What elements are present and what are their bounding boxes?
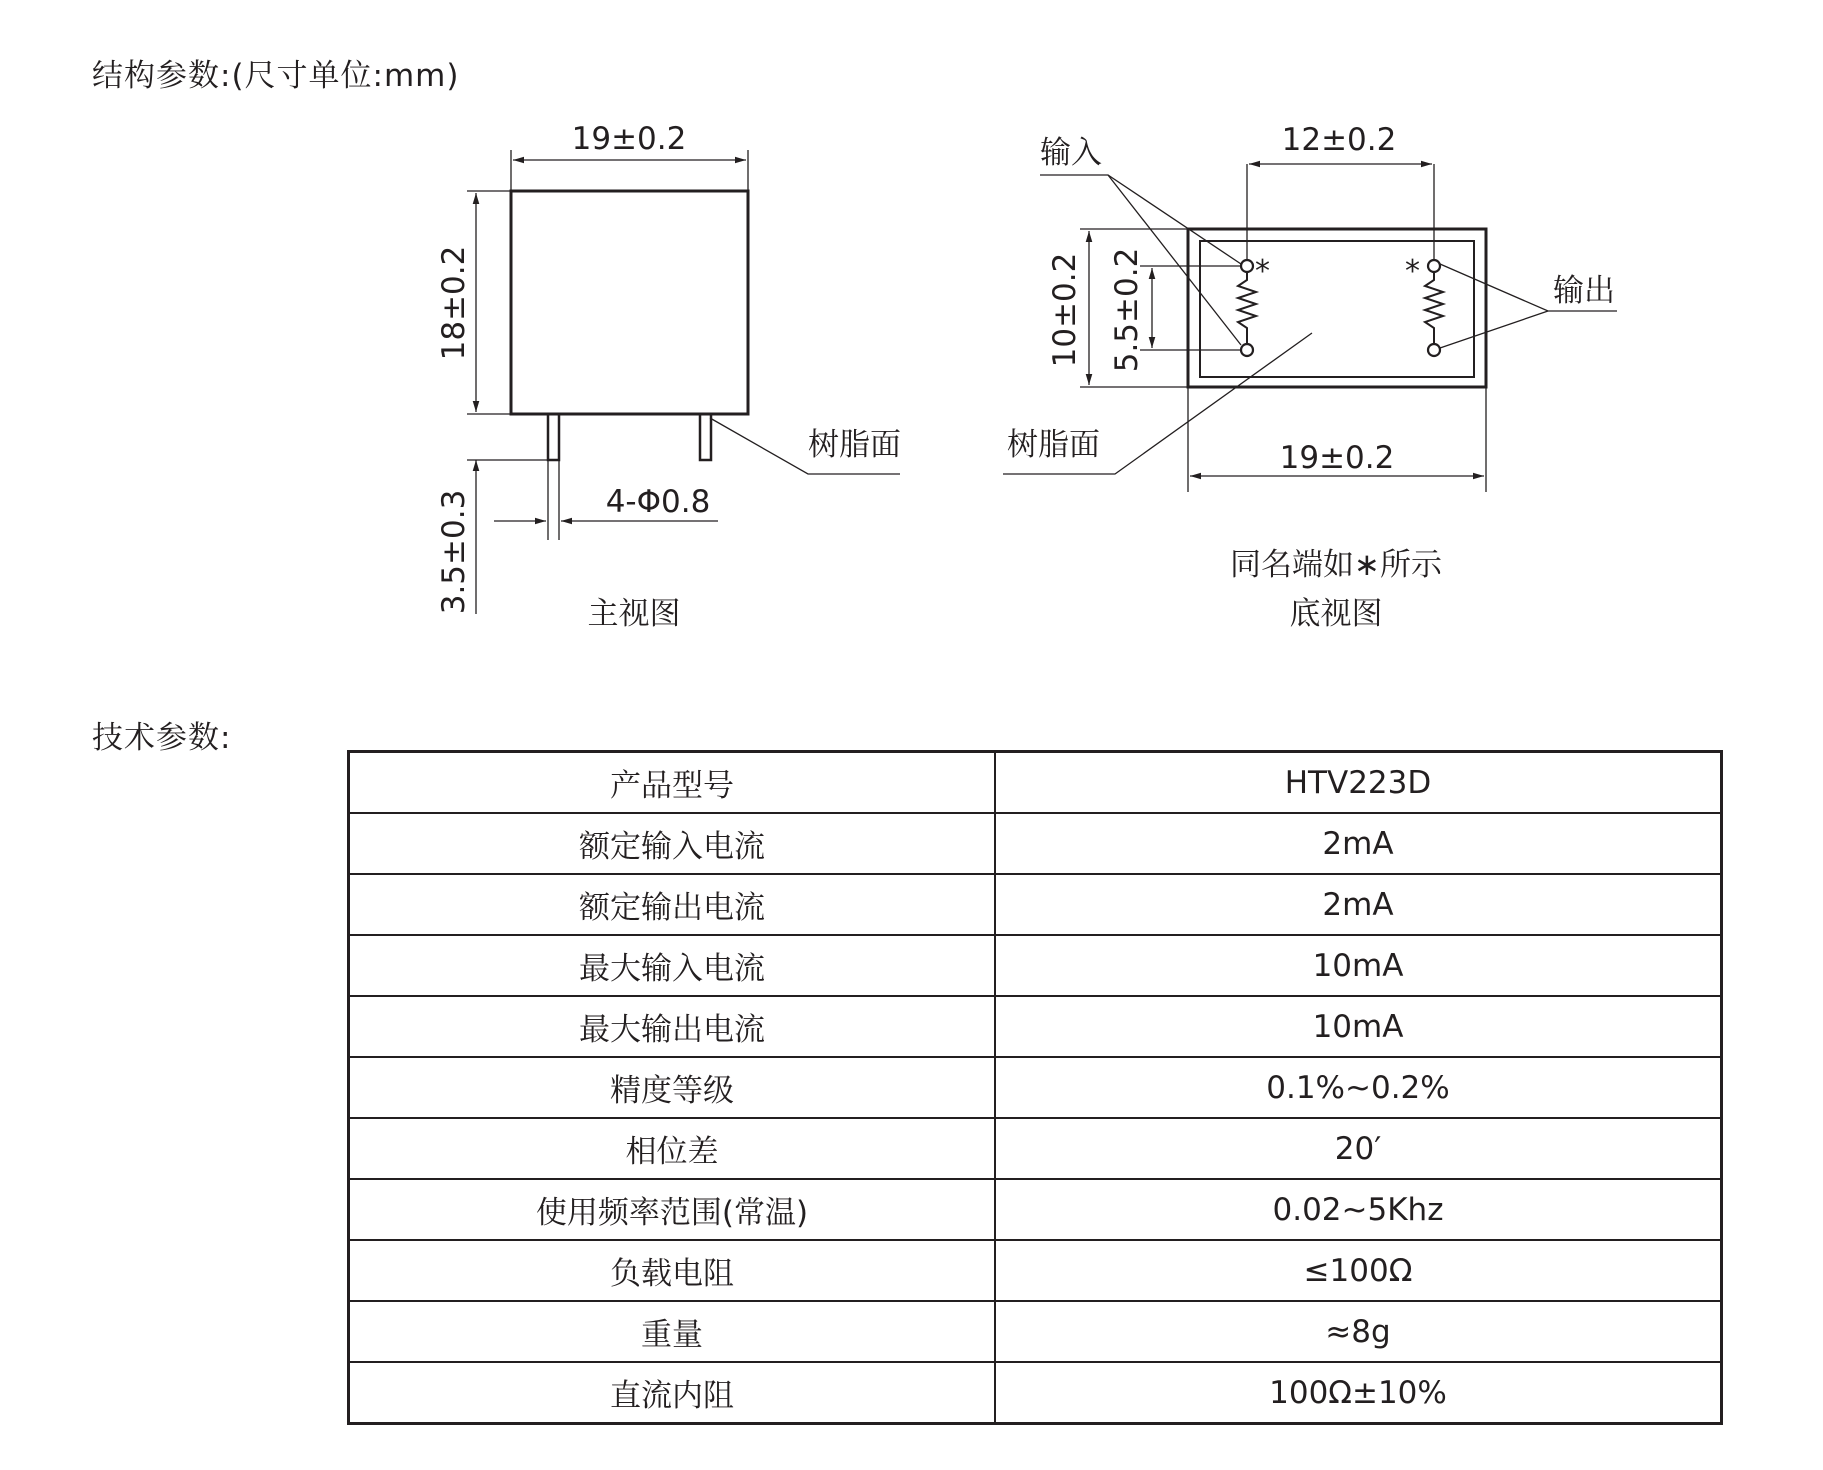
value-cell: ≈8g (995, 1301, 1722, 1362)
output-coil (1425, 272, 1443, 344)
front-view-caption: 主视图 (587, 596, 681, 632)
param-cell: 精度等级 (349, 1057, 996, 1118)
front-view-pin (548, 414, 559, 460)
bottom-view-body (1188, 229, 1486, 387)
value-cell: 2mA (995, 813, 1722, 874)
table-row (349, 874, 1722, 935)
front-view (467, 150, 900, 614)
bottom-height-dim: 10±0.2 (1047, 252, 1083, 368)
table-row (349, 1179, 1722, 1240)
bottom-width-dim: 19±0.2 (1279, 440, 1395, 476)
param-cell: 重量 (349, 1301, 996, 1362)
front-view-body (511, 191, 748, 414)
output-polarity-star: * (1405, 254, 1420, 289)
structure-heading: 结构参数:(尺寸单位:mm) (92, 58, 460, 94)
value-cell: 20′ (995, 1118, 1722, 1179)
value-cell: ≤100Ω (995, 1240, 1722, 1301)
value-cell: 0.1%~0.2% (995, 1057, 1722, 1118)
front-pin-length-dim: 3.5±0.3 (436, 489, 472, 615)
param-cell: 使用频率范围(常温) (349, 1179, 996, 1240)
bottom-pin-spacing-dim: 12±0.2 (1281, 122, 1397, 158)
value-cell: 0.02~5Khz (995, 1179, 1722, 1240)
param-cell: 直流内阻 (349, 1362, 996, 1424)
tech-heading: 技术参数: (92, 720, 232, 756)
input-coil (1238, 272, 1256, 344)
value-cell: 10mA (995, 935, 1722, 996)
table-row (349, 1240, 1722, 1301)
param-cell: 最大输入电流 (349, 935, 996, 996)
front-pin-dim: 4-Φ0.8 (605, 484, 711, 520)
input-label: 输入 (1040, 135, 1102, 171)
front-width-dim: 19±0.2 (571, 121, 687, 157)
table-row (349, 935, 1722, 996)
table-row (349, 1118, 1722, 1179)
value-cell: 100Ω±10% (995, 1362, 1722, 1424)
bottom-resin-label: 树脂面 (1007, 427, 1100, 463)
table-row (349, 1057, 1722, 1118)
param-cell: 额定输出电流 (349, 874, 996, 935)
input-polarity-star: * (1255, 254, 1270, 289)
front-resin-label: 树脂面 (808, 427, 901, 463)
table-row (349, 752, 1722, 814)
param-cell: 产品型号 (349, 752, 996, 814)
param-cell: 负载电阻 (349, 1240, 996, 1301)
structure-drawings (0, 0, 1823, 650)
output-terminal (1428, 260, 1440, 272)
input-terminal (1241, 260, 1253, 272)
table-row (349, 1362, 1722, 1424)
bottom-view-caption: 底视图 (1289, 596, 1383, 632)
polarity-note: 同名端如∗所示 (1230, 547, 1442, 583)
value-cell: 2mA (995, 874, 1722, 935)
front-view-pin (700, 414, 711, 460)
param-cell: 相位差 (349, 1118, 996, 1179)
input-terminal (1241, 344, 1253, 356)
output-terminal (1428, 344, 1440, 356)
output-label: 输出 (1553, 273, 1615, 309)
table-row (349, 1301, 1722, 1362)
front-height-dim: 18±0.2 (436, 245, 472, 361)
table-row (349, 996, 1722, 1057)
bottom-pin-pitch-dim: 5.5±0.2 (1109, 247, 1145, 373)
param-cell: 额定输入电流 (349, 813, 996, 874)
table-row (349, 813, 1722, 874)
value-cell: HTV223D (995, 752, 1722, 814)
param-cell: 最大输出电流 (349, 996, 996, 1057)
value-cell: 10mA (995, 996, 1722, 1057)
spec-table (347, 750, 1723, 1425)
